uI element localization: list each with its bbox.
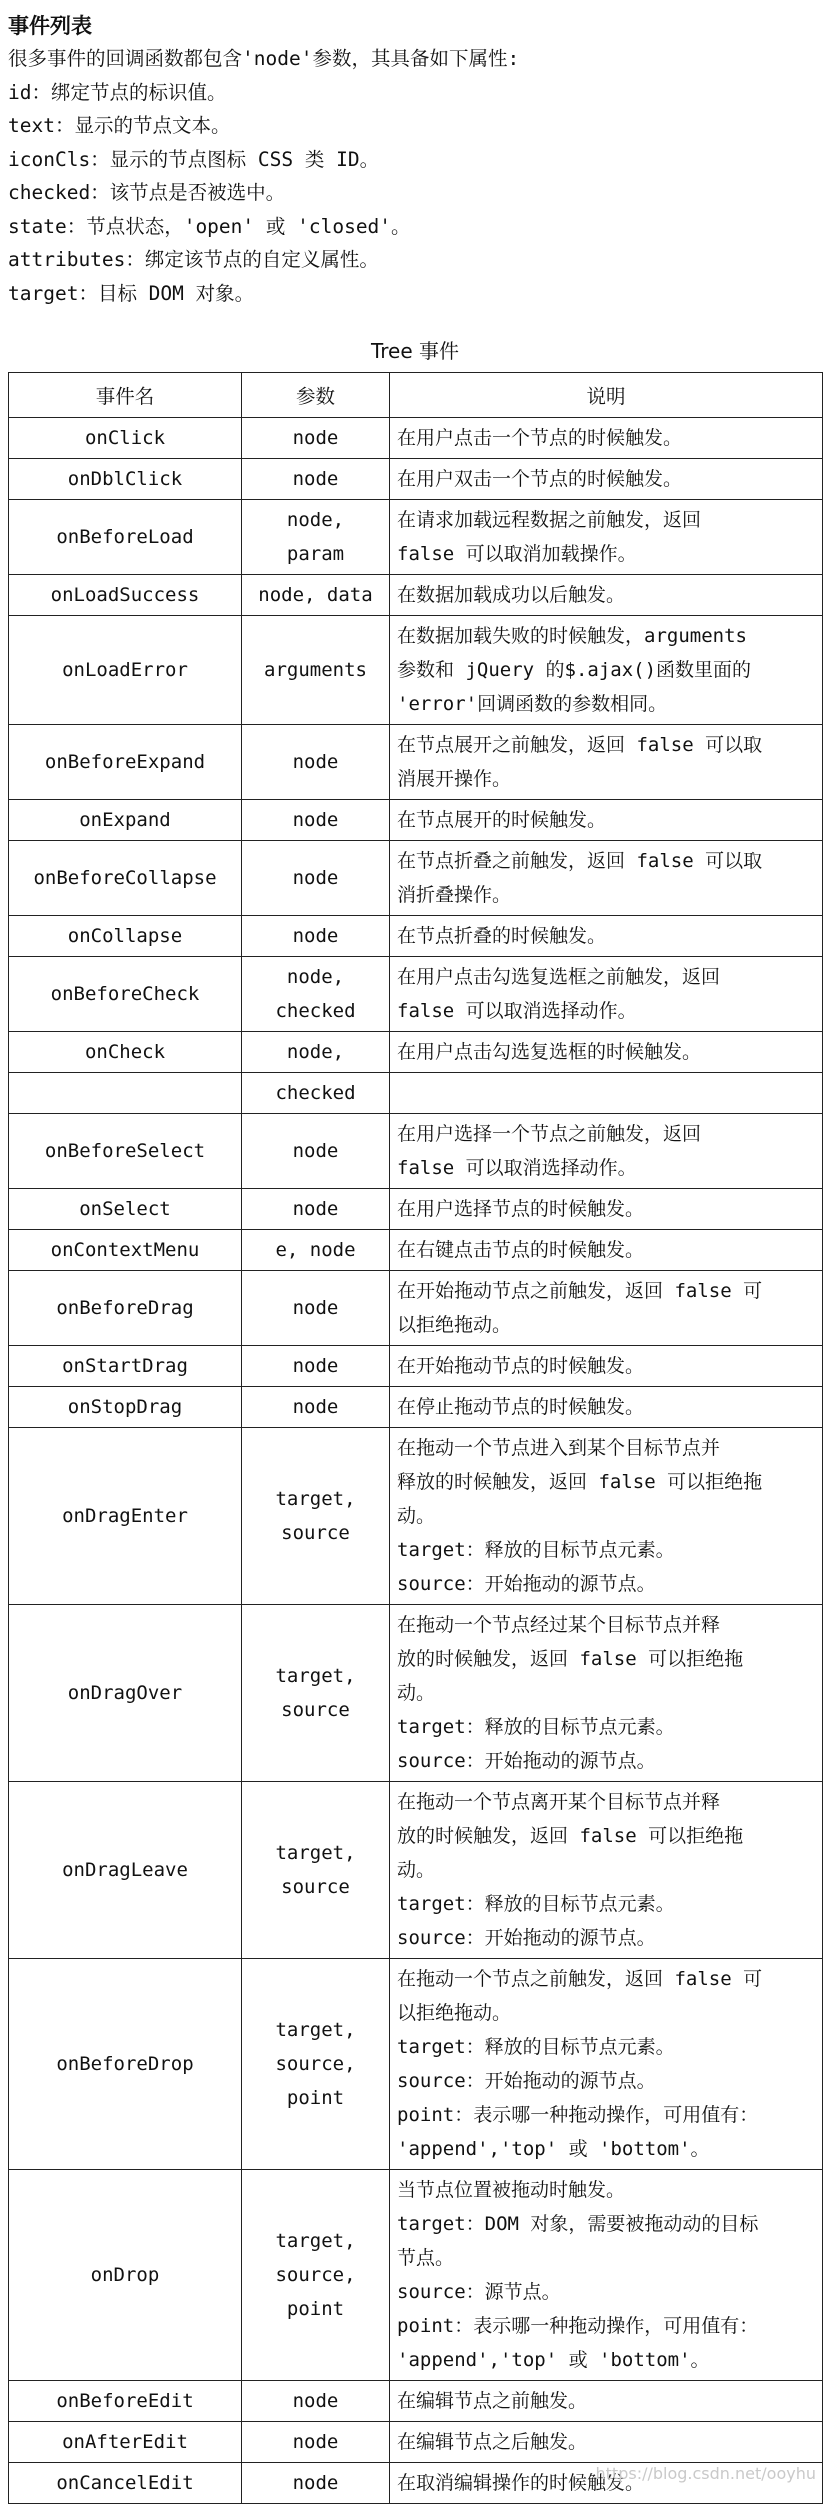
description-line: 在节点折叠之前触发，返回 false 可以取 [397,850,763,872]
param-line: source [281,1699,350,1721]
table-row [9,916,823,957]
description-line: 在用户点击勾选复选框之前触发，返回 [397,966,721,988]
table-caption: Tree 事件 [370,339,460,363]
event-description-cell [390,841,823,916]
description-line: 在停止拖动节点的时候触发。 [397,1396,645,1418]
event-name-cell: onExpand [9,800,242,841]
column-header-params: 参数 [242,373,390,418]
event-params-cell [242,1959,390,2170]
event-name-cell: onDragLeave [9,1782,242,1959]
description-line: 消展开操作。 [397,768,512,790]
event-name-cell: onStartDrag [9,1346,242,1387]
param-line: target, [275,2230,356,2252]
event-description-cell [390,2170,823,2381]
intro-line: state：节点状态，'open' 或 'closed'。 [8,214,411,238]
event-description-cell [390,1271,823,1346]
intro-line: text：显示的节点文本。 [8,114,231,137]
description-line: 当节点位置被拖动时触发。 [397,2179,626,2201]
event-name-cell: onContextMenu [9,1230,242,1271]
description-line: 在用户选择节点的时候触发。 [397,1198,645,1220]
param-line: node [292,1140,339,1162]
table-row [9,957,823,1032]
event-params-cell [242,1346,390,1387]
description-line: 动。 [397,1682,436,1704]
description-line: point：表示哪一种拖动操作，可用值有： [397,2315,759,2337]
param-line: node [292,427,339,449]
table-row [9,841,823,916]
description-line: 在拖动一个节点之前触发，返回 false 可 [397,1968,763,1990]
event-description-cell [390,957,823,1032]
param-line: arguments [264,659,367,681]
description-line: 在节点折叠的时候触发。 [397,925,607,947]
event-params-cell [242,1114,390,1189]
description-line: 在用户双击一个节点的时候触发。 [397,468,683,490]
param-line: node [292,1297,339,1319]
table-row [9,2381,823,2422]
event-description-cell [390,1073,823,1114]
description-line: target：释放的目标节点元素。 [397,1539,675,1561]
event-name-cell: onCheck [9,1032,242,1073]
event-params-cell [242,1605,390,1782]
param-line: e, node [275,1239,356,1261]
column-header-event-name: 事件名 [9,373,242,418]
description-line: source：开始拖动的源节点。 [397,2070,656,2092]
event-name-cell: onLoadSuccess [9,575,242,616]
event-params-cell [242,616,390,725]
description-line: point：表示哪一种拖动操作，可用值有： [397,2104,759,2126]
param-line: node [292,2390,339,2412]
description-line: 放的时候触发，返回 false 可以拒绝拖 [397,1648,744,1670]
description-line: target：释放的目标节点元素。 [397,1893,675,1915]
description-line: 在开始拖动节点之前触发，返回 false 可 [397,1280,763,1302]
description-line: source：开始拖动的源节点。 [397,1927,656,1949]
event-name-cell: onBeforeExpand [9,725,242,800]
event-name-cell: onStopDrag [9,1387,242,1428]
table-row [9,1189,823,1230]
event-name-cell: onDrop [9,2170,242,2381]
intro-block [8,42,822,310]
intro-line: 很多事件的回调函数都包含'node'参数，其具备如下属性: [8,47,520,70]
event-name-cell: onLoadError [9,616,242,725]
event-description-cell [390,1032,823,1073]
event-params-cell [242,575,390,616]
event-params-cell [242,916,390,957]
description-line: 'error'回调函数的参数相同。 [397,693,668,715]
event-params-cell [242,2422,390,2463]
table-row [9,800,823,841]
param-line: target, [275,1842,356,1864]
event-params-cell [242,1428,390,1605]
description-line [397,1076,815,1110]
event-params-cell [242,418,390,459]
event-name-cell: onBeforeLoad [9,500,242,575]
event-name-cell: onClick [9,418,242,459]
param-line: node [292,751,339,773]
event-name-cell: onAfterEdit [9,2422,242,2463]
table-row [9,2422,823,2463]
event-name-cell [9,1073,242,1114]
description-line: 在编辑节点之前触发。 [397,2390,588,2412]
table-row [9,616,823,725]
description-line: 'append','top' 或 'bottom'。 [397,2138,710,2160]
table-row [9,1346,823,1387]
event-description-cell [390,575,823,616]
event-params-cell [242,957,390,1032]
event-params-cell [242,1230,390,1271]
param-line: node, [286,966,345,988]
description-line: 'append','top' 或 'bottom'。 [397,2349,710,2371]
table-row [9,1387,823,1428]
intro-line: checked：该节点是否被选中。 [8,181,286,204]
description-line: 在用户点击勾选复选框的时候触发。 [397,1041,702,1063]
event-params-cell [242,1032,390,1073]
event-name-cell: onBeforeEdit [9,2381,242,2422]
description-line: 动。 [397,1859,436,1881]
description-line: 节点。 [397,2247,455,2269]
event-description-cell [390,2422,823,2463]
event-params-cell [242,1271,390,1346]
event-params-cell [242,1387,390,1428]
table-row [9,1428,823,1605]
description-line: target：释放的目标节点元素。 [397,2036,675,2058]
event-params-cell [242,500,390,575]
param-line: param [286,543,345,565]
intro-line: attributes：绑定该节点的自定义属性。 [8,248,379,271]
description-line: false 可以取消选择动作。 [397,1000,637,1022]
event-name-cell: onSelect [9,1189,242,1230]
description-line: 在开始拖动节点的时候触发。 [397,1355,645,1377]
event-name-cell: onDragOver [9,1605,242,1782]
description-line: false 可以取消选择动作。 [397,1157,637,1179]
table-row [9,725,823,800]
event-params-cell [242,1189,390,1230]
event-params-cell [242,841,390,916]
table-row [9,500,823,575]
param-line: point [286,2298,345,2320]
description-line: 动。 [397,1505,436,1527]
param-line: source, [275,2264,356,2286]
table-row [9,1959,823,2170]
param-line: node [292,809,339,831]
description-line: 在数据加载失败的时候触发，arguments [397,625,747,647]
table-row [9,575,823,616]
description-line: source：源节点。 [397,2281,561,2303]
description-line: 放的时候触发，返回 false 可以拒绝拖 [397,1825,744,1847]
description-line: 在用户点击一个节点的时候触发。 [397,427,683,449]
table-row [9,418,823,459]
event-params-cell [242,2170,390,2381]
event-description-cell [390,1605,823,1782]
event-description-cell [390,418,823,459]
event-description-cell [390,1959,823,2170]
event-name-cell: onBeforeCheck [9,957,242,1032]
description-line: 在右键点击节点的时候触发。 [397,1239,645,1261]
param-line: source, [275,2053,356,2075]
event-params-cell [242,800,390,841]
description-line: 在节点展开的时候触发。 [397,809,607,831]
param-line: node, [286,1041,345,1063]
table-row [9,1271,823,1346]
event-description-cell [390,1782,823,1959]
event-name-cell: onBeforeSelect [9,1114,242,1189]
description-line: 在请求加载远程数据之前触发，返回 [397,509,702,531]
table-row [9,1230,823,1271]
description-line: 以拒绝拖动。 [397,1314,512,1336]
param-line: checked [275,1000,356,1022]
description-line: 消折叠操作。 [397,884,512,906]
table-body [9,418,823,2504]
event-name-cell: onBeforeDrop [9,1959,242,2170]
table-row [9,1073,823,1114]
event-description-cell [390,1346,823,1387]
events-table [8,372,823,2504]
event-description-cell [390,2381,823,2422]
event-description-cell [390,616,823,725]
table-row [9,459,823,500]
table-row [9,1782,823,1959]
param-line: node [292,2431,339,2453]
param-line: source [281,1522,350,1544]
column-header-description: 说明 [390,373,823,418]
param-line: node, data [258,584,373,606]
description-line: 在数据加载成功以后触发。 [397,584,626,606]
description-line: false 可以取消加载操作。 [397,543,637,565]
event-params-cell [242,1073,390,1114]
description-line: 以拒绝拖动。 [397,2002,512,2024]
event-description-cell [390,1189,823,1230]
table-row [9,2170,823,2381]
table-row [9,1114,823,1189]
event-params-cell [242,725,390,800]
event-name-cell: onDragEnter [9,1428,242,1605]
description-line: 在取消编辑操作的时候触发。 [397,2472,645,2494]
event-description-cell [390,459,823,500]
param-line: node [292,2472,339,2494]
table-row [9,1605,823,1782]
event-params-cell [242,1782,390,1959]
param-line: node, [286,509,345,531]
event-name-cell: onCancelEdit [9,2463,242,2504]
param-line: node [292,1355,339,1377]
description-line: 在编辑节点之后触发。 [397,2431,588,2453]
param-line: target, [275,2019,356,2041]
param-line: node [292,1396,339,1418]
page-title: 事件列表 [8,14,92,38]
table-row [9,1032,823,1073]
param-line: source [281,1876,350,1898]
param-line: point [286,2087,345,2109]
intro-line: target：目标 DOM 对象。 [8,281,255,305]
event-name-cell: onDblClick [9,459,242,500]
description-line: 参数和 jQuery 的$.ajax()函数里面的 [397,659,752,681]
event-name-cell: onBeforeDrag [9,1271,242,1346]
event-params-cell [242,2381,390,2422]
event-name-cell: onCollapse [9,916,242,957]
description-line: 在拖动一个节点进入到某个目标节点并 [397,1437,721,1459]
event-params-cell [242,459,390,500]
intro-line: id：绑定节点的标识值。 [8,80,227,104]
table-header-row [9,373,823,418]
intro-line: iconCls：显示的节点图标 CSS 类 ID。 [8,147,380,171]
description-line: target：释放的目标节点元素。 [397,1716,675,1738]
param-line: node [292,468,339,490]
event-description-cell [390,916,823,957]
param-line: checked [275,1082,356,1104]
description-line: 在用户选择一个节点之前触发，返回 [397,1123,702,1145]
watermark: https://blog.csdn.net/ooyhu [595,2464,816,2483]
event-description-cell [390,500,823,575]
event-description-cell [390,1114,823,1189]
description-line: 释放的时候触发，返回 false 可以拒绝拖 [397,1471,763,1493]
event-description-cell [390,725,823,800]
event-description-cell [390,1387,823,1428]
event-description-cell [390,1230,823,1271]
description-line: target：DOM 对象，需要被拖动动的目标 [397,2213,759,2235]
description-line: 在节点展开之前触发，返回 false 可以取 [397,734,763,756]
event-description-cell [390,1428,823,1605]
event-params-cell [242,2463,390,2504]
param-line: target, [275,1488,356,1510]
description-line: source：开始拖动的源节点。 [397,1573,656,1595]
param-line: node [292,867,339,889]
description-line: 在拖动一个节点经过某个目标节点并释 [397,1614,721,1636]
param-line: node [292,925,339,947]
param-line: target, [275,1665,356,1687]
event-name-cell: onBeforeCollapse [9,841,242,916]
event-description-cell [390,800,823,841]
param-line: node [292,1198,339,1220]
description-line: source：开始拖动的源节点。 [397,1750,656,1772]
description-line: 在拖动一个节点离开某个目标节点并释 [397,1791,721,1813]
